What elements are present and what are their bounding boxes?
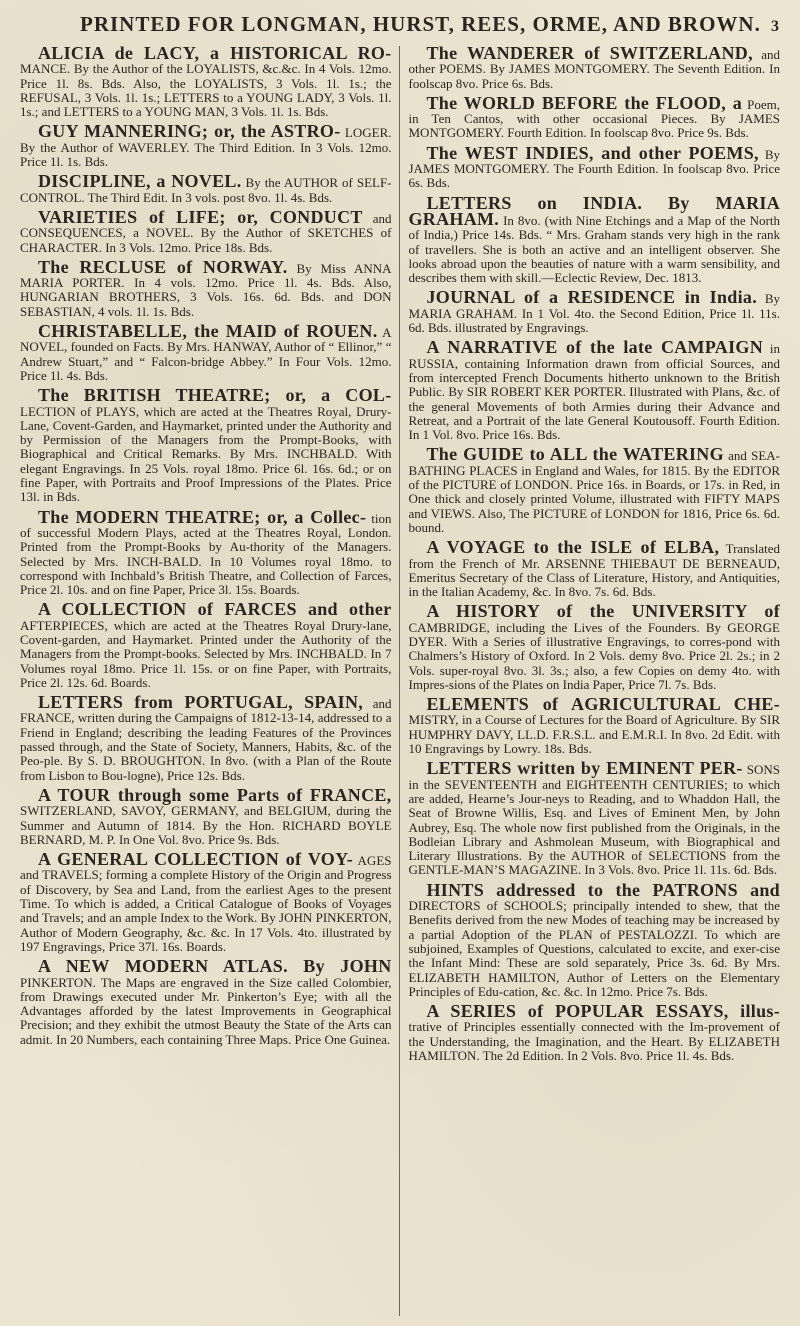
entry-description: By JAMES MONTGOMERY. The Fourth Edition. In foolscap 8vo. Price 6s. Bds.: [408, 146, 780, 191]
page-header: [20, 12, 780, 42]
entry-title: A NARRATIVE of the late CAMPAIGN: [426, 337, 764, 358]
entry-body: [408, 142, 781, 191]
entry-description: SWITZERLAND, SAVOY, GERMANY, and BELGIUM, during the Summer and Autumn of 1814. By the Hon. RICHARD BOYLE BERNARD, M. P. In One Vol. 8vo. Price 9s. Bds.: [20, 803, 392, 847]
entry-body: [408, 537, 781, 600]
entry-description: MISTRY, in a Course of Lectures for the Board of Agriculture. By SIR HUMPHRY DAVY, LL.D. F.R.S.L. and E.M.R.I. In 8vo. 2d Edit. with 10 Engravings by Lowry. 18s. Bds.: [408, 712, 780, 757]
entry-description: tion of successful Modern Plays, acted at the Theatres Royal, London. Printed from the Prompt-Books by Au-thority of the Managers. Selected by Mrs. INCH-BALD. In 10 Volumes royal 18mo. to correspond with Inchbald’s British Theatre, and Collection of Farces, Price 2l. 10s. and on fine Paper, Price 3l. 15s. Boards.: [20, 510, 392, 598]
catalogue-entry: [408, 444, 781, 535]
entry-body: [20, 956, 392, 1047]
catalogue-entry: [408, 1001, 781, 1063]
catalogue-entry: [20, 321, 392, 383]
catalogue-entry: [408, 758, 781, 878]
entry-body: [20, 385, 392, 505]
entry-body: [408, 444, 781, 535]
entry-title: The MODERN THEATRE; or, a Collec-: [38, 506, 367, 527]
catalogue-entry: [20, 385, 392, 505]
entry-description: and other POEMS. By JAMES MONTGOMERY. The Seventh Edition. In foolscap 8vo. Price 6s. Bds.: [408, 47, 780, 91]
entry-body: [20, 849, 392, 954]
entry-title: A GENERAL COLLECTION of VOY-: [38, 849, 354, 870]
two-column-body: [20, 46, 780, 1316]
entry-title: The WEST INDIES, and other POEMS,: [426, 142, 759, 163]
entry-description: By Miss ANNA MARIA PORTER. In 4 vols. 12mo. Price 1l. 4s. Bds. Also, HUNGARIAN BROTHERS, 3 Vols. 16s. 6d. Bds. and DON SEBASTIAN, 4 vols. 1l. 1s. Bds.: [20, 260, 392, 319]
catalogue-entry: [20, 849, 392, 954]
catalogue-entry: [408, 537, 781, 600]
entry-title: The BRITISH THEATRE; or, a COL-: [38, 385, 392, 406]
entry-description: in RUSSIA, containing Information drawn from official Sources, and from intercepted French Documents hitherto unknown to the British Public. By SIR ROBERT KER PORTER. Illustrated with Plans, &c. of the general Movements of both Armies during their Advance and Retreat, and a Portrait of the late General Koutousoff. Fourth Edition. In 1 Vol. 8vo. Price 16s. Bds.: [408, 341, 780, 443]
entry-title: The GUIDE to ALL the WATERING: [426, 444, 724, 465]
entry-description: In 8vo. (with Nine Etchings and a Map of the North of India,) Price 14s. Bds. “ Mrs. Graham stands very high in the rank of travellers. She is both an active and an intelligent observer. She looks abroad upon the beauties of nature with a warm sensibility, and describes them with skill.—Eclectic Review, Dec. 1813.: [408, 212, 780, 286]
entry-title: HINTS addressed to the PATRONS and: [426, 879, 780, 900]
entry-title: CHRISTABELLE, the MAID of ROUEN.: [38, 321, 378, 342]
entry-body: [20, 121, 392, 170]
entry-body: [20, 784, 392, 847]
entry-title: A COLLECTION of FARCES and other: [38, 599, 392, 620]
entry-title: The WORLD BEFORE the FLOOD, a: [426, 92, 743, 113]
entry-title: The RECLUSE of NORWAY.: [38, 256, 288, 277]
entry-description: SONS in the SEVENTEENTH and EIGHTEENTH CENTURIES; to which are added, Hearne’s Jour-neys to Reading, and to Whaddon Hall, the Seat of Browne Willis, Esq. and Lives of Eminent Men, by John Aubrey, Esq. The whole now first published from the Originals, in the Bodleian Library and Ashmolean Museum, with Biographical and Literary Illustrations. By the AUTHOR of SELECTIONS from the GENTLE-MAN’S MAGAZINE. In 3 Vols. 8vo. Price 1l. 11s. 6d. Bds.: [408, 762, 780, 878]
entry-body: [20, 46, 392, 119]
entry-body: [408, 694, 781, 757]
entry-body: [408, 92, 781, 141]
entry-body: [408, 192, 781, 286]
entry-description: LECTION of PLAYS, which are acted at the Theatres Royal, Drury-Lane, Covent-Garden, and Haymarket, printed under the Authority and by Permission of the Managers from the Prompt-Books, with Biographical and Critical Remarks. By Mrs. INCHBALD. With elegant Engravings. In 25 Vols. royal 18mo. Price 6l. 16s. 6d.; or on fine Paper, with Portraits and Proof Impressions of the Plates. Price 13l. in Bds.: [20, 403, 392, 505]
entry-body: [20, 171, 392, 205]
entry-description: and SEA-BATHING PLACES in England and Wales, for 1815. By the EDITOR of the PICTURE of LONDON. Price 16s. in Boards, or 17s. in Red, in One thick and closely printed Volume, illustrated with FIFTY MAPS and VIEWS. Also, The PICTURE of LONDON for 1816, Price 6s. 6d. bound.: [408, 448, 780, 535]
entry-title: LETTERS on INDIA. By MARIA GRAHAM.: [408, 192, 780, 229]
entry-body: [408, 1001, 781, 1063]
entry-body: [20, 256, 392, 319]
entry-body: [408, 601, 781, 692]
catalogue-entry: [20, 171, 392, 205]
entry-description: By the AUTHOR of SELF-CONTROL. The Third Edit. In 3 vols. post 8vo. 1l. 4s. Bds.: [20, 175, 392, 205]
entry-body: [20, 206, 392, 255]
catalogue-entry: [20, 46, 392, 119]
catalogue-entry: [20, 956, 392, 1047]
entry-title: A HISTORY of the UNIVERSITY of: [426, 601, 780, 622]
entry-description: AGES and TRAVELS; forming a complete History of the Origin and Progress of Discovery, by Sea and Land, from the earliest Ages to the present Time. To which is added, a Critical Catalogue of Books of Voyages and Travels; and an ample Index to the Work. By JOHN PINKERTON, Author of Modern Geography, &c. &c. In 17 Vols. 4to. illustrated by 197 Engravings, Price 37l. 16s. Boards.: [20, 853, 392, 954]
catalogue-entry: [20, 692, 392, 783]
entry-description: A NOVEL, founded on Facts. By Mrs. HANWAY, Author of “ Ellinor,” “ Andrew Stuart,” and “ Falcon-bridge Abbey.” In Four Vols. 12mo. Price 1l. 4s. Bds.: [20, 325, 392, 383]
catalogue-entry: [408, 694, 781, 757]
entry-title: ELEMENTS of AGRICULTURAL CHE-: [426, 694, 780, 715]
entry-description: DIRECTORS of SCHOOLS; principally intended to shew, that the Benefits derived from the new Modes of teaching may be increased by a partial Adoption of the PLAN of PESTALOZZI. To which are subjoined, Examples of Questions, calculated to excite, and exer-cise the Infant Mind: These are sold separately, Price 3s. 6d. By Mrs. ELIZABETH HAMILTON, Author of Letters on the Elementary Principles of Edu-cation, &c. &c. In 12mo. Price 7s. Bds.: [408, 898, 780, 999]
catalogue-entry: [20, 256, 392, 319]
page-number: 3: [771, 18, 780, 35]
entry-body: [408, 287, 781, 336]
entry-description: MANCE. By the Author of the LOYALISTS, &c.&c. In 4 Vols. 12mo. Price 1l. 8s. Bds. Also, the LOYALISTS, 3 Vols. 1l. 1s.; the REFUSAL, 3 Vols. 1l. 1s.; LETTERS to a YOUNG LADY, 3 Vols. 1l. 1s.; and LETTERS to a YOUNG MAN, 3 Vols. 1l. 1s. Bds.: [20, 61, 392, 120]
entry-title: ALICIA de LACY, a HISTORICAL RO-: [38, 46, 392, 63]
entry-body: [20, 506, 392, 598]
catalogue-entry: [408, 601, 781, 692]
entry-title: The WANDERER of SWITZERLAND,: [426, 46, 753, 63]
entry-body: [408, 758, 781, 878]
catalogue-entry: [20, 206, 392, 255]
entry-body: [20, 692, 392, 783]
entry-description: and CONSEQUENCES, a NOVEL. By the Author of SKETCHES of CHARACTER. In 3 Vols. 12mo. Price 18s. Bds.: [20, 210, 392, 255]
entry-description: LOGER. By the Author of WAVERLEY. The Third Edition. In 3 Vols. 12mo. Price 1l. 1s. Bds.: [20, 125, 392, 170]
entry-body: [20, 599, 392, 690]
entry-title: JOURNAL of a RESIDENCE in India.: [426, 287, 758, 308]
entry-title: DISCIPLINE, a NOVEL.: [38, 171, 242, 192]
catalogue-entry: [20, 784, 392, 847]
entry-title: A NEW MODERN ATLAS. By JOHN: [38, 956, 392, 977]
entry-description: Translated from the French of Mr. ARSENNE THIEBAUT DE BERNEAUD, Emeritus Secretary of the Class of Literature, History, and Antiquities, in the Italian Academy, &c. In 8vo. 7s. 6d. Bds.: [408, 541, 780, 600]
catalogue-entry: [408, 92, 781, 141]
catalogue-entry: [20, 506, 392, 598]
entry-title: A TOUR through some Parts of FRANCE,: [38, 784, 392, 805]
entry-body: [409, 46, 781, 91]
entry-body: [20, 321, 392, 383]
entry-description: and FRANCE, written during the Campaigns of 1812-13-14, addressed to a Friend in England; describing the leading Features of the Provinces passed through, and the State of Society, Manners, Habits, &c. of the Peo-ple. By S. D. BROUGHTON. In 8vo. (with a Plan of the Route from Lisbon to Bou-logne), Price 12s. Bds.: [20, 696, 392, 783]
entry-title: A SERIES of POPULAR ESSAYS, illus-: [426, 1001, 780, 1022]
catalogue-entry: [409, 46, 781, 91]
entry-description: Poem, in Ten Cantos, with other occasional Pieces. By JAMES MONTGOMERY. Fourth Edition. In foolscap 8vo. Price 9s. Bds.: [408, 96, 780, 141]
entry-description: trative of Principles essentially connected with the Im-provement of the Understanding, the Imagination, and the Heart. By ELIZABETH HAMILTON. The 2d Edition. In 2 Vols. 8vo. Price 1l. 4s. Bds.: [408, 1019, 780, 1063]
catalogue-entry: [408, 192, 781, 286]
entry-title: A VOYAGE to the ISLE of ELBA,: [426, 537, 720, 558]
entry-title: LETTERS from PORTUGAL, SPAIN,: [38, 692, 364, 713]
entry-body: [408, 879, 781, 999]
catalogue-entry: [408, 879, 781, 999]
right-column: [400, 46, 781, 1316]
entry-description: AFTERPIECES, which are acted at the Theatres Royal Drury-lane, Covent-garden, and Haymarket. Printed under the Authority of the Managers from the Prompt-books. Selected by Mrs. INCHBALD. In 7 Volumes royal 18mo. Price 1l. 15s. or on fine Paper, with Portraits, Price 2l. 12s. 6d. Boards.: [20, 617, 392, 690]
running-title: PRINTED FOR LONGMAN, HURST, REES, ORME, AND BROWN.: [80, 12, 761, 36]
entry-title: LETTERS written by EMINENT PER-: [426, 758, 743, 779]
entry-description: PINKERTON. The Maps are engraved in the Size called Colombier, from Drawings executed under Mr. Pinkerton’s Eye; with all the Advantages afforded by the latest Improvements in Geographical Precision; and they exhibit the utmost Beauty the State of the Arts can admit. In 20 Numbers, each containing Three Maps. Price One Guinea.: [20, 974, 392, 1047]
entry-body: [408, 337, 781, 443]
entry-title: GUY MANNERING; or, the ASTRO-: [38, 121, 341, 142]
left-column: [20, 46, 400, 1316]
catalogue-entry: [408, 337, 781, 443]
entry-description: CAMBRIDGE, including the Lives of the Founders. By GEORGE DYER. With a Series of illustrative Engravings, to corres-pond with Chalmers’s History of Oxford. In 2 Vols. demy 8vo. Price 2l. 2s.; in 2 Vols. super-royal 8vo. 3l. 3s.; also, a few Copies on demy 4to. with Impres-sions of the Plates on India Paper, Price 7l. 7s. Bds.: [408, 619, 780, 692]
catalogue-entry: [408, 287, 781, 336]
catalogue-entry: [20, 121, 392, 170]
catalogue-entry: [408, 142, 781, 191]
entry-description: By MARIA GRAHAM. In 1 Vol. 4to. the Second Edition, Price 1l. 11s. 6d. Bds. illustrated by Engravings.: [408, 291, 780, 336]
catalogue-entry: [20, 599, 392, 690]
entry-title: VARIETIES of LIFE; or, CONDUCT: [38, 206, 363, 227]
